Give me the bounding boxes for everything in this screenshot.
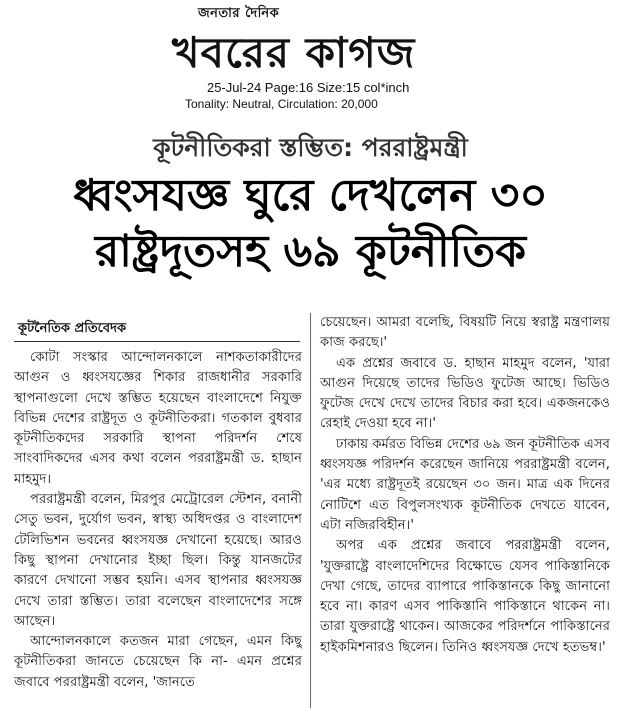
body-paragraph: ঢাকায় কর্মরত বিভিন্ন দেশের ৬৯ জন কূটনীতিক এসব ধ্বংসযজ্ঞ পরিদর্শন করেছেন জানিয়ে পররাষ্ট্রমন্ত্রী বলেন, 'এর মধ্যে রাষ্ট্রদূতই রয়েছেন ৩০ জন। মাত্র এক দিনের নোটিশে এত বিপুলসংখ্যক কূটনীতিক দেখতে যাবেন, এটা নজিরবিহীন।' (320, 436, 610, 533)
article-column-1 (14, 348, 302, 693)
byline-divider (14, 341, 300, 342)
body-paragraph: কোটা সংস্কার আন্দোলনকালে নাশকতাকারীদের আগুন ও ধ্বংসযজ্ঞের শিকার রাজধানীর সরকারি স্থাপনাগুলো দেখে স্তম্ভিত হয়েছেন বাংলাদেশে নিযুক্ত বিভিন্ন দেশের রাষ্ট্রদূত ও কূটনীতিকরা। গতকাল বুধবার কূটনীতিকদের সরকারি স্থাপনা পরিদর্শন শেষে সাংবাদিকদের এসব কথা বলেন পররাষ্ট্রমন্ত্রী ড. হাছান মাহমুদ। (14, 350, 302, 487)
article-byline: কূটনৈতিক প্রতিবেদক (18, 321, 127, 336)
clipping-meta-date-page: 25-Jul-24 Page:16 Size:15 col*inch (207, 80, 410, 95)
column-divider (310, 313, 311, 708)
body-paragraph: এক প্রশ্নের জবাবে ড. হাছান মাহমুদ বলেন, 'যারা আগুন দিয়েছে তাদের ভিডিও ফুটেজ আছে। ভিডিও ফুটেজ দেখে দেখে তাদের বিচার করা হবে। একজনকেও রেহাই দেওয়া হবে না।' (320, 355, 610, 432)
body-paragraph: চেয়েছেন। আমরা বলেছি, বিষয়টি নিয়ে স্বরাষ্ট্র মন্ত্রণালয় কাজ করছে।' (320, 315, 610, 351)
headline-line-1: ধ্বংসযজ্ঞ ঘুরে দেখলেন ৩০ (73, 170, 548, 221)
masthead-tagline: জনতার দৈনিক (198, 6, 280, 21)
article-kicker: কূটনীতিকরা স্তম্ভিত: পররাষ্ট্রমন্ত্রী (153, 133, 468, 162)
article-column-2 (320, 313, 610, 658)
body-paragraph: অপর এক প্রশ্নের জবাবে পররাষ্ট্রমন্ত্রী বলেন, 'যুক্তরাষ্ট্রে বাংলাদেশিদের বিক্ষোভে যেসব পাকিস্তানিকে দেখা গেছে, তাদের ব্যাপারে পাকিস্তানকে কিছু জানানো হবে না। কারণ এসব পাকিস্তানি পাকিস্তানে থাকেন না। তারা যুক্তরাষ্ট্রে থাকেন। আজকের পরিদর্শনে পাকিস্তানের হাইকমিশনারও ছিলেন। তিনিও ধ্বংসযজ্ঞ দেখে হতভম্ব।' (320, 538, 610, 655)
body-paragraph: পররাষ্ট্রমন্ত্রী বলেন, মিরপুর মেট্রোরেল স্টেশন, বনানী সেতু ভবন, দুর্যোগ ভবন, স্বাস্থ্য অধিদপ্তর ও বাংলাদেশ টেলিভিশন ভবনের ধ্বংসযজ্ঞ দেখানো হয়েছে। আরও কিছু স্থাপনা দেখানোর ইচ্ছা ছিল। কিন্তু যানজটের কারণে দেখানো সম্ভব হয়নি। এসব স্থাপনার ধ্বংসযজ্ঞ দেখে তারা স্তম্ভিত। তারা বলেছেন বাংলাদেশের সঙ্গে আছেন। (14, 492, 302, 629)
newspaper-logo: খবরের কাগজ (172, 28, 416, 77)
body-paragraph: আন্দোলনকালে কতজন মারা গেছেন, এমন কিছু কূটনীতিকরা জানতে চেয়েছেন কি না- এমন প্রশ্নের জবাবে পররাষ্ট্রমন্ত্রী বলেন, 'জানতে (14, 634, 302, 690)
article-headline (0, 168, 621, 280)
headline-line-2: রাষ্ট্রদূতসহ ৬৯ কূটনীতিক (94, 226, 527, 277)
clipping-meta-tonality: Tonality: Neutral, Circulation: 20,000 (185, 97, 378, 111)
